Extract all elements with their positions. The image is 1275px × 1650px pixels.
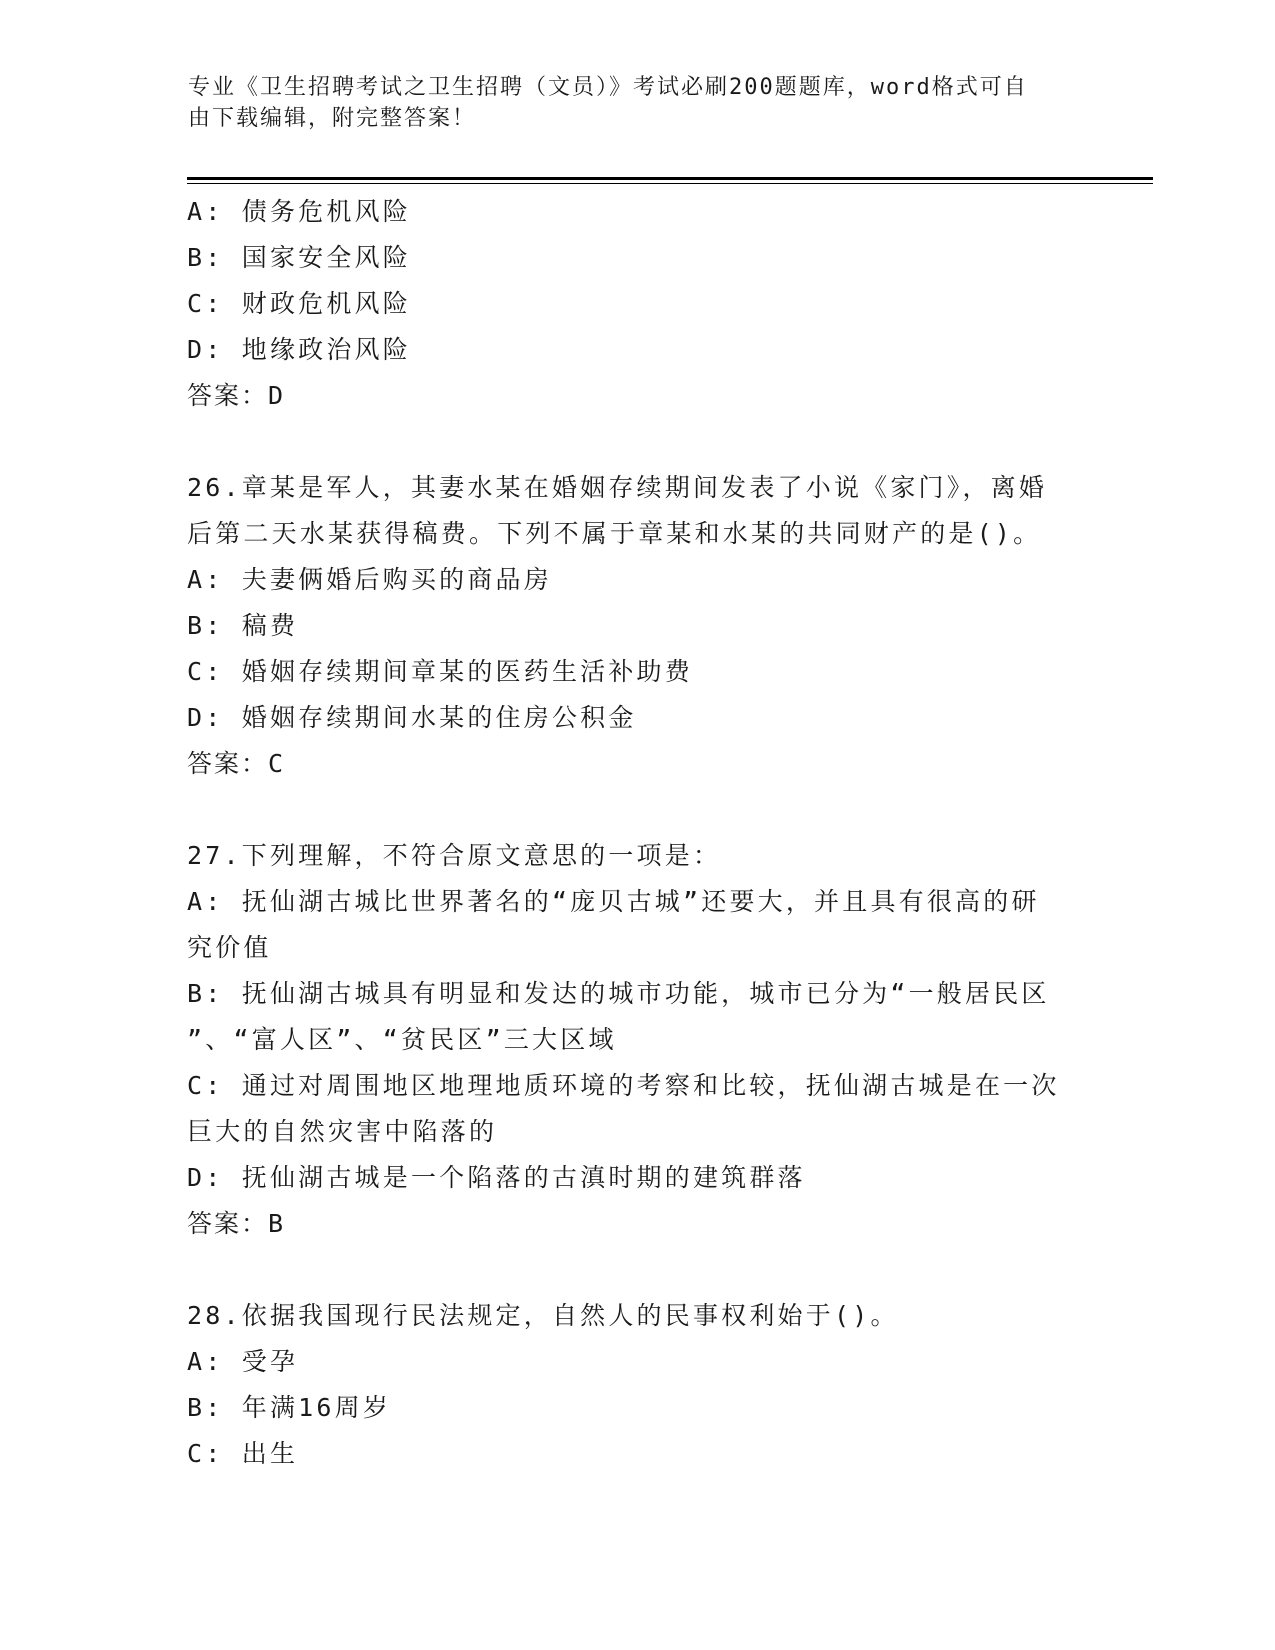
question-28-block (187, 1293, 1087, 1477)
document-header (188, 72, 1068, 134)
header-line-1: 专业《卫生招聘考试之卫生招聘（文员）》考试必刷200题题库，word格式可自 (188, 75, 1028, 100)
spacer (187, 1247, 1087, 1293)
option-a: A: 抚仙湖古城比世界著名的“庞贝古城”还要大，并且具有很高的研 (187, 887, 1040, 916)
option-c: C: 财政危机风险 (187, 289, 411, 318)
answer: 答案：D (187, 381, 286, 410)
option-d: D: 抚仙湖古城是一个陷落的古滇时期的建筑群落 (187, 1163, 806, 1192)
option-d: D: 地缘政治风险 (187, 335, 411, 364)
option-b: B: 抚仙湖古城具有明显和发达的城市功能，城市已分为“一般居民区 (187, 979, 1050, 1008)
question-stem: 26.章某是军人，其妻水某在婚姻存续期间发表了小说《家门》，离婚 (187, 473, 1048, 502)
header-rule-thick (187, 177, 1153, 180)
option-c: C: 婚姻存续期间章某的医药生活补助费 (187, 657, 693, 686)
spacer (187, 787, 1087, 833)
option-b: B: 年满16周岁 (187, 1393, 392, 1422)
question-stem: 28.依据我国现行民法规定，自然人的民事权利始于()。 (187, 1301, 899, 1330)
question-26-block (187, 465, 1087, 787)
option-a: A: 受孕 (187, 1347, 299, 1376)
option-c-continued: 巨大的自然灾害中陷落的 (187, 1117, 498, 1146)
question-list (187, 189, 1087, 1477)
header-rule-thin (187, 183, 1153, 184)
option-b: B: 稿费 (187, 611, 299, 640)
question-stem: 后第二天水某获得稿费。下列不属于章某和水某的共同财产的是()。 (187, 519, 1042, 548)
option-b-continued: ”、“富人区”、“贫民区”三大区域 (187, 1025, 617, 1054)
option-a-continued: 究价值 (187, 933, 272, 962)
option-d: D: 婚姻存续期间水某的住房公积金 (187, 703, 637, 732)
question-25-block (187, 189, 1087, 419)
spacer (187, 419, 1087, 465)
header-line-2: 由下载编辑，附完整答案！ (188, 106, 477, 131)
option-a: A: 夫妻俩婚后购买的商品房 (187, 565, 552, 594)
question-27-block (187, 833, 1087, 1247)
answer: 答案：B (187, 1209, 286, 1238)
question-stem: 27.下列理解，不符合原文意思的一项是： (187, 841, 722, 870)
option-b: B: 国家安全风险 (187, 243, 411, 272)
option-a: A: 债务危机风险 (187, 197, 411, 226)
option-c: C: 出生 (187, 1439, 299, 1468)
answer: 答案：C (187, 749, 286, 778)
option-c: C: 通过对周围地区地理地质环境的考察和比较，抚仙湖古城是在一次 (187, 1071, 1060, 1100)
